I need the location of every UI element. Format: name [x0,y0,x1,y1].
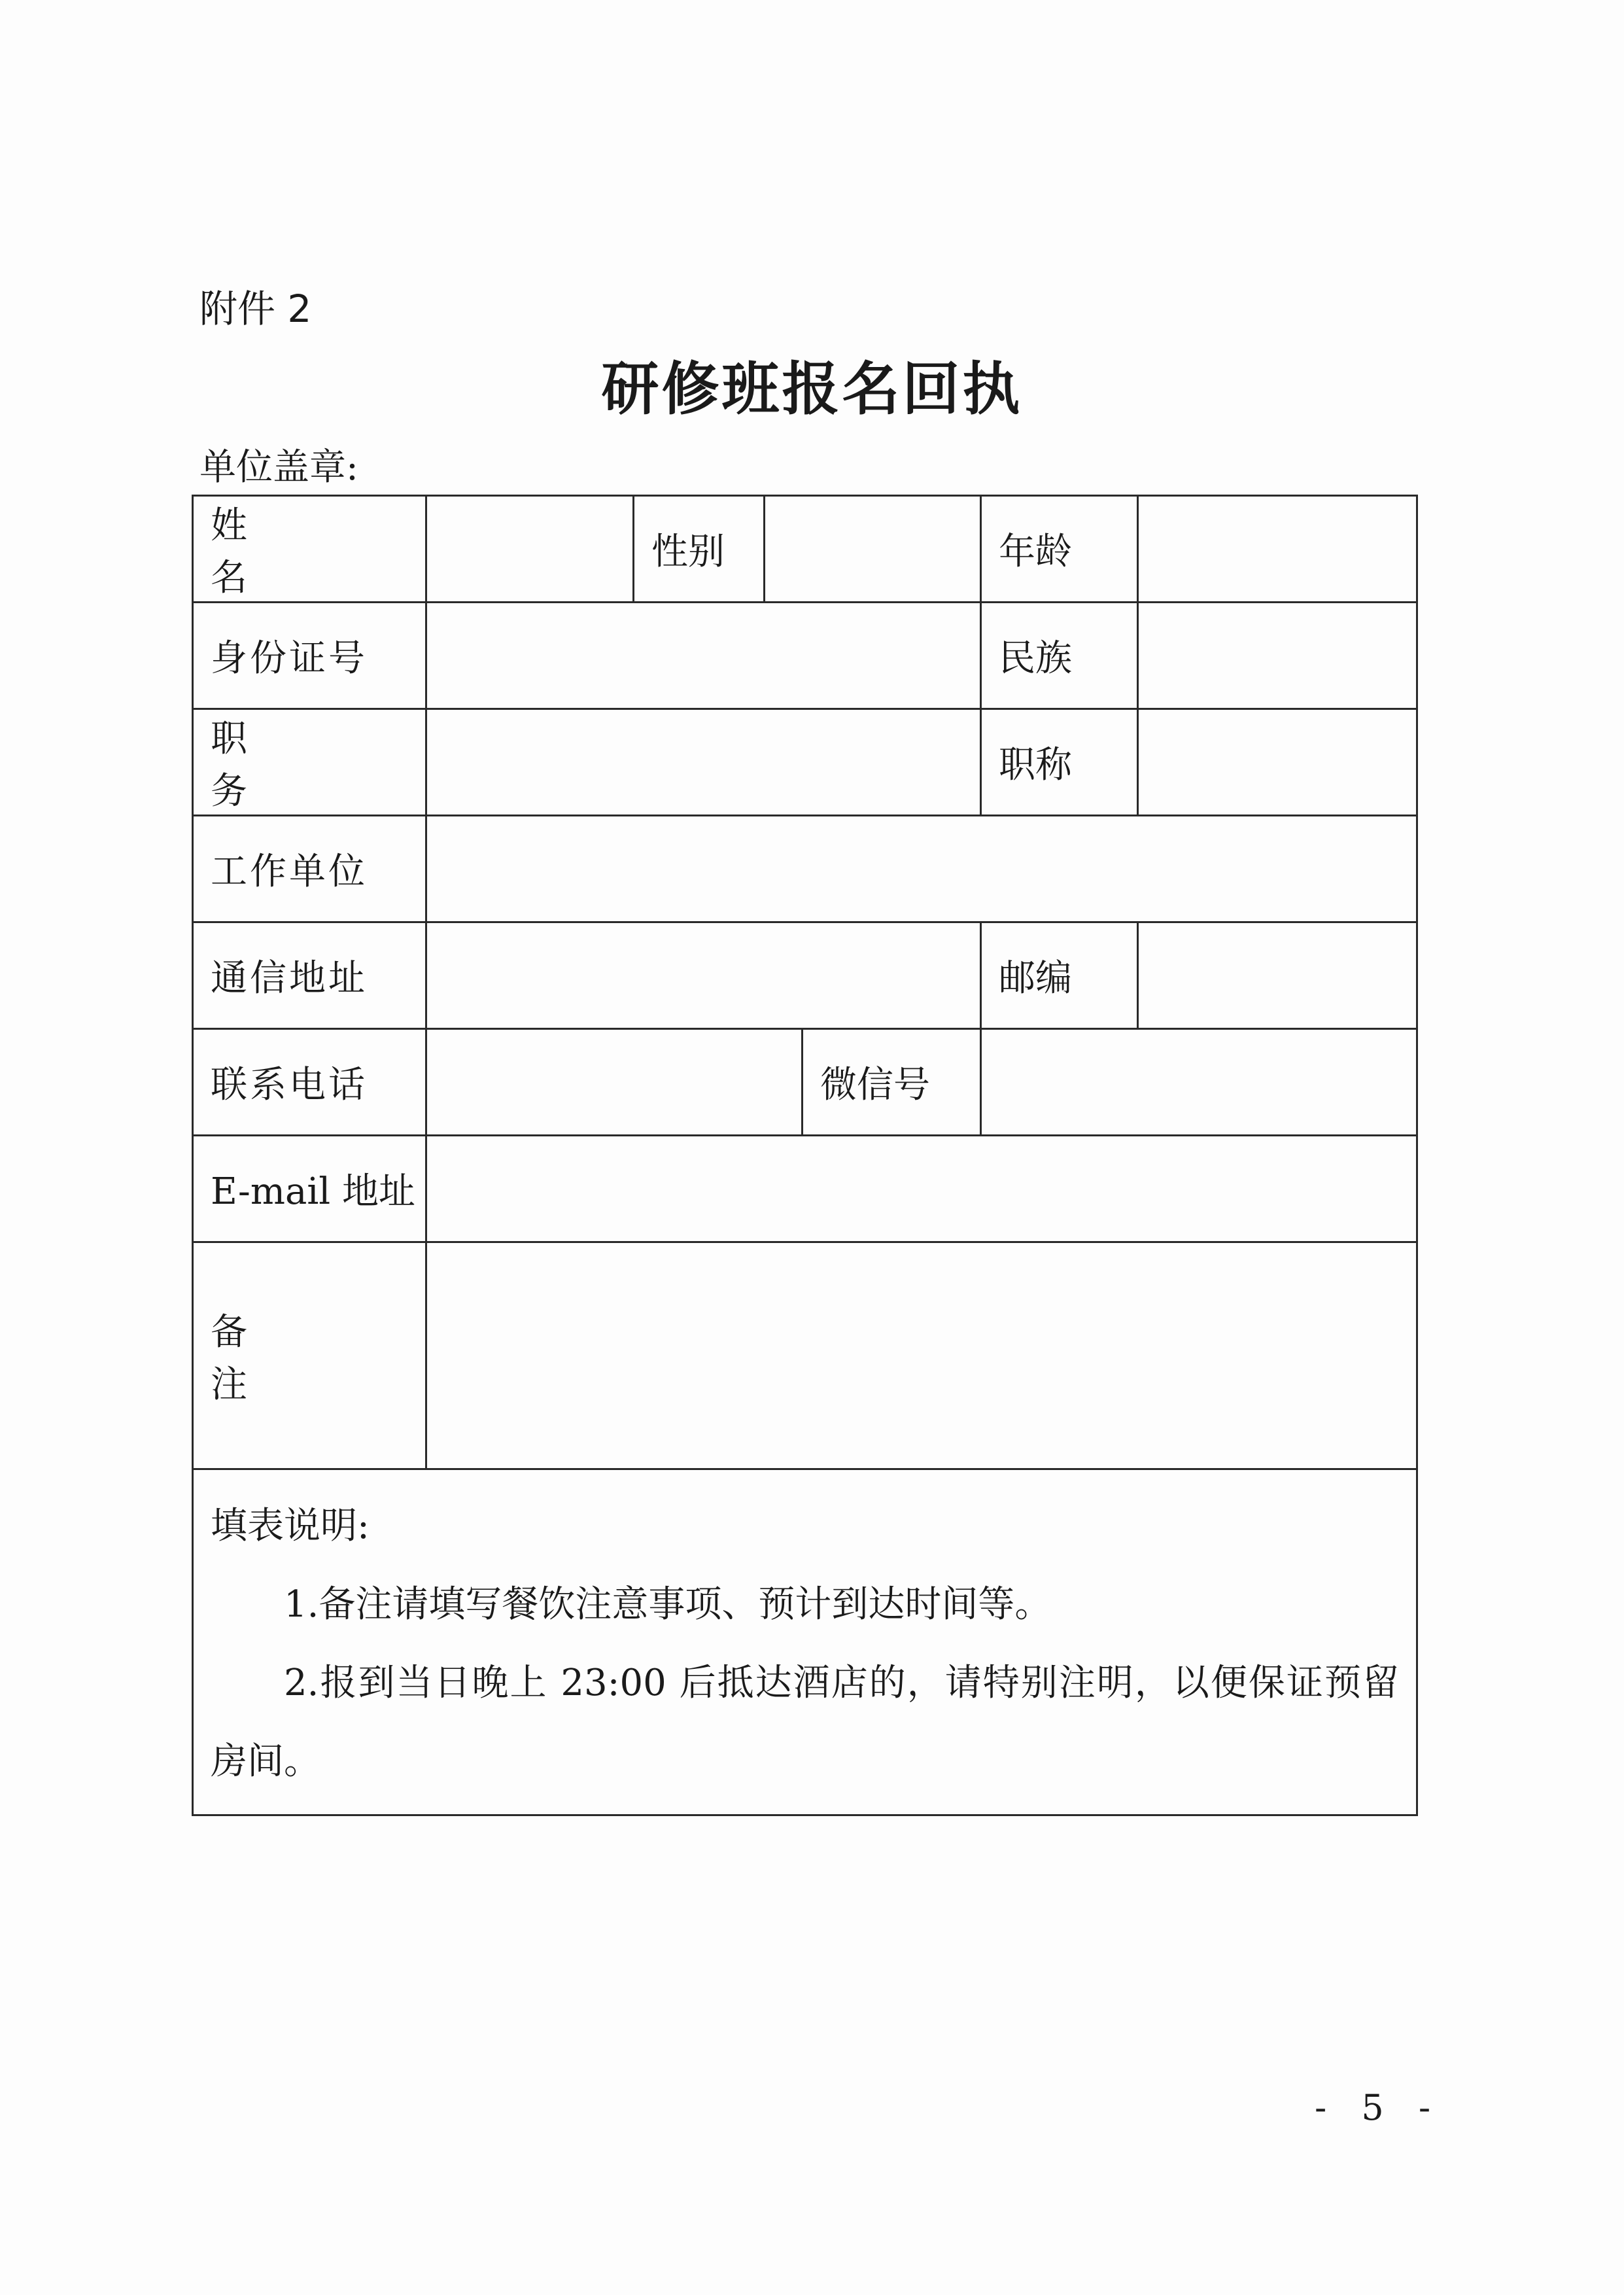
form-row-id [193,603,1417,709]
ethnicity-field[interactable] [1138,603,1417,709]
title-rank-label: 职称 [981,709,1138,816]
page-title: 研修班报名回执 [601,355,1023,423]
email-label: E-mail 地址 [193,1136,426,1242]
ethnicity-label: 民族 [981,603,1138,709]
phone-field[interactable] [426,1029,803,1136]
form-row-name [193,496,1417,603]
postcode-field[interactable] [1138,922,1417,1029]
form-row-address [193,922,1417,1029]
page-number: - 5 - [1315,2087,1443,2128]
address-label: 通信地址 [193,922,426,1029]
seal-label: 单位盖章: [199,446,358,489]
remarks-label: 备 注 [193,1242,426,1469]
instructions-heading: 填表说明: [211,1505,370,1547]
wechat-field[interactable] [981,1029,1417,1136]
title-rank-field[interactable] [1138,709,1417,816]
name-label: 姓 名 [193,496,426,603]
registration-form [192,495,1418,1816]
form-row-instructions [193,1469,1417,1815]
form-row-work-unit [193,816,1417,922]
instruction-item-2-cont: 房间。 [211,1740,320,1783]
position-label: 职 务 [193,709,426,816]
email-field[interactable] [426,1136,1417,1242]
form-row-phone [193,1029,1417,1136]
phone-label: 联系电话 [193,1029,426,1136]
position-field[interactable] [426,709,981,816]
gender-field[interactable] [765,496,981,603]
name-field[interactable] [426,496,634,603]
instruction-item-1: 1.备注请填写餐饮注意事项、预计到达时间等。 [284,1583,1052,1626]
form-row-email [193,1136,1417,1242]
postcode-label: 邮编 [981,922,1138,1029]
id-number-field[interactable] [426,603,981,709]
gender-label: 性别 [634,496,765,603]
work-unit-field[interactable] [426,816,1417,922]
id-number-label: 身份证号 [193,603,426,709]
address-field[interactable] [426,922,981,1029]
work-unit-label: 工作单位 [193,816,426,922]
form-row-position [193,709,1417,816]
instruction-item-2: 2.报到当日晚上 23:00 后抵达酒店的，请特别注明，以便保证预留 [284,1662,1399,1704]
wechat-label: 微信号 [803,1029,981,1136]
instructions-cell [193,1469,1417,1815]
form-row-remarks [193,1242,1417,1469]
age-field[interactable] [1138,496,1417,603]
remarks-field[interactable] [426,1242,1417,1469]
attachment-label: 附件 2 [199,287,312,331]
age-label: 年龄 [981,496,1138,603]
